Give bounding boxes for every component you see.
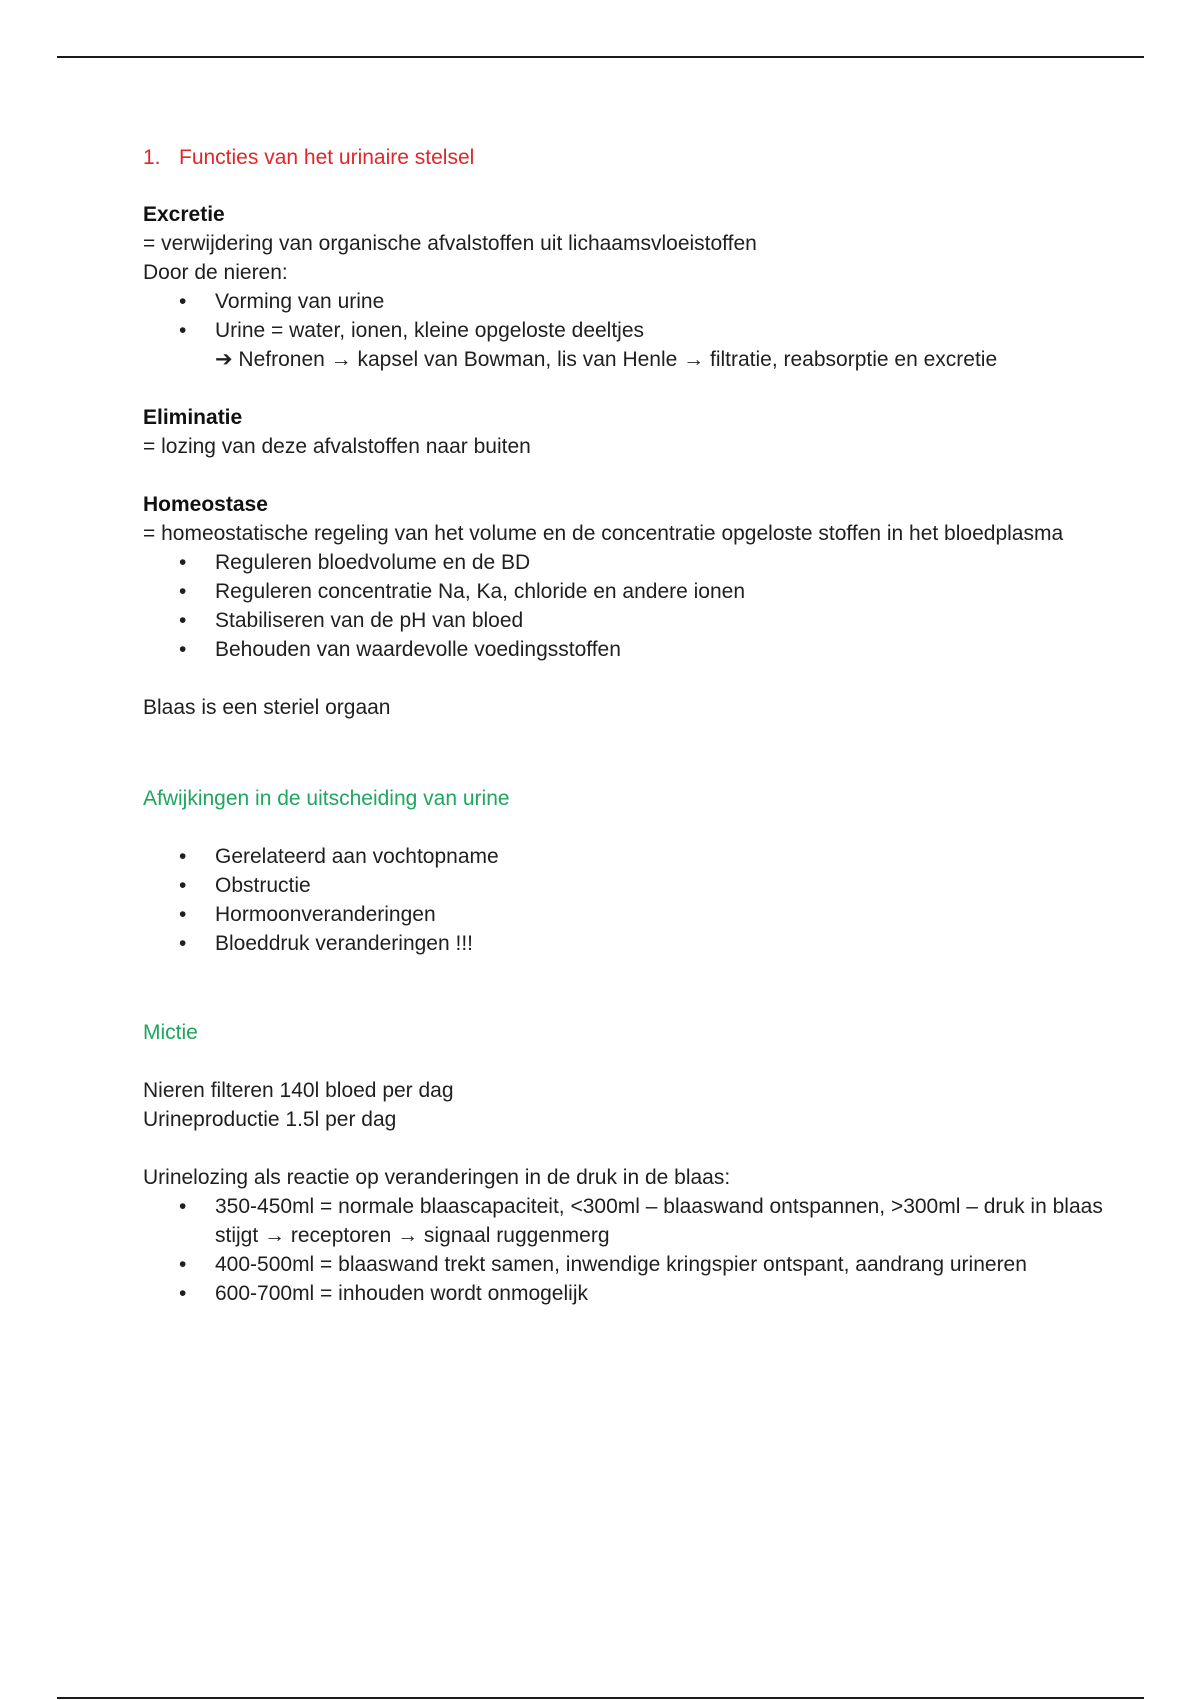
list-item: • Vorming van urine [143, 287, 1103, 316]
excretie-list [143, 287, 1103, 345]
mictie-line-2: Urineproductie 1.5l per dag [143, 1108, 397, 1131]
list-item: • Urine = water, ionen, kleine opgeloste deeltjes [143, 316, 1103, 345]
excretie-term: Excretie [143, 203, 225, 226]
eliminatie-term: Eliminatie [143, 406, 243, 429]
excretie-definition: = verwijdering van organische afvalstoffen uit lichaamsvloeistoffen [143, 232, 757, 255]
blaas-note: Blaas is een steriel orgaan [143, 696, 391, 719]
list-item: • 350-450ml = normale blaascapaciteit, <300ml – blaaswand ontspannen, >300ml – druk in blaas stijgt → receptoren → signaal ruggenmerg [143, 1192, 1103, 1250]
list-item: • Behouden van waardevolle voedingsstoffen [143, 635, 1103, 664]
mictie-line-1: Nieren filteren 140l bloed per dag [143, 1079, 454, 1102]
list-item: • Gerelateerd aan vochtopname [143, 842, 1103, 871]
homeostase-list [143, 548, 1103, 664]
section-heading [143, 143, 1103, 172]
list-item: • 400-500ml = blaaswand trekt samen, inwendige kringspier ontspant, aandrang urineren [143, 1250, 1103, 1279]
list-item: • 600-700ml = inhouden wordt onmogelijk [143, 1279, 1103, 1308]
page-content [143, 143, 1103, 1308]
list-item: • Hormoonveranderingen [143, 900, 1103, 929]
mictie-list [143, 1192, 1103, 1308]
list-item: • Bloeddruk veranderingen !!! [143, 929, 1103, 958]
header-rule [57, 56, 1144, 58]
footer-rule [57, 1697, 1144, 1699]
eliminatie-definition: = lozing van deze afvalstoffen naar buiten [143, 435, 531, 458]
list-item: • Obstructie [143, 871, 1103, 900]
section-number: 1. [143, 146, 161, 169]
afwijkingen-list [143, 842, 1103, 958]
homeostase-definition: = homeostatische regeling van het volume en de concentratie opgeloste stoffen in het bloedplasma [143, 522, 1064, 545]
section-title: Functies van het urinaire stelsel [179, 146, 475, 169]
list-item: • Reguleren concentratie Na, Ka, chloride en andere ionen [143, 577, 1103, 606]
list-item: • Stabiliseren van de pH van bloed [143, 606, 1103, 635]
excretie-arrow-line: ➔ Nefronen → kapsel van Bowman, lis van Henle → filtratie, reabsorptie en excretie [215, 348, 998, 371]
excretie-intro: Door de nieren: [143, 261, 288, 284]
homeostase-term: Homeostase [143, 493, 268, 516]
list-item: • Reguleren bloedvolume en de BD [143, 548, 1103, 577]
mictie-heading: Mictie [143, 1021, 198, 1044]
mictie-intro: Urinelozing als reactie op veranderingen in de druk in de blaas: [143, 1166, 731, 1189]
afwijkingen-heading: Afwijkingen in de uitscheiding van urine [143, 787, 510, 810]
